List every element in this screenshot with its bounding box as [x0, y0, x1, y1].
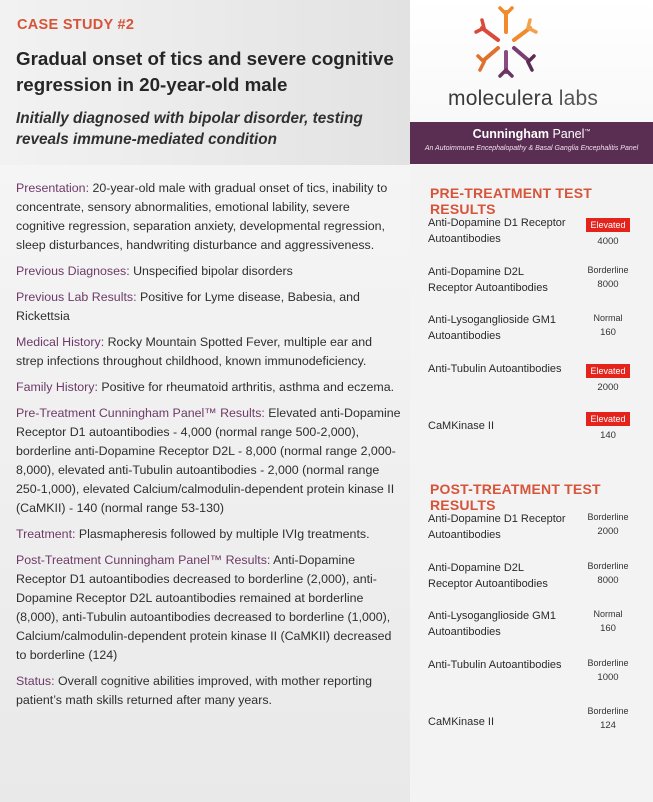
logo-panel	[410, 0, 653, 165]
section-label: Status:	[16, 674, 55, 688]
section-text: Elevated anti-Dopamine Receptor D1 autoantibodies - 4,000 (normal range 500-2,000), borderline anti-Dopamine Receptor D2L - 8,000 (normal range 2,000-8,000), elevated anti-Tubulin autoantibodies - 2,000 (normal range 250-1,000), elevated Calcium/calmodulin-dependent protein kinase II (CaMKII) - 140 (normal range 53-130)	[16, 406, 401, 515]
elevated-badge: Elevated	[586, 412, 629, 426]
elevated-badge: Elevated	[586, 218, 629, 232]
result-row	[428, 409, 643, 449]
status-label: Borderline	[587, 264, 629, 275]
case-section	[16, 525, 402, 544]
section-text: Unspecified bipolar disorders	[129, 264, 293, 278]
test-name: Anti-Lysoganglioside GM1 Autoantibodies	[428, 610, 556, 638]
section-label: Treatment:	[16, 527, 76, 541]
section-label: Previous Diagnoses:	[16, 264, 130, 278]
panel-subtitle: An Autoimmune Encephalopathy & Basal Ganglia Encephalitis Panel	[424, 145, 639, 152]
result-row	[428, 511, 643, 551]
status-label: Borderline	[587, 657, 629, 668]
test-value: 4000	[597, 236, 619, 247]
status-label: Borderline	[587, 512, 629, 522]
section-label: Family History:	[16, 380, 98, 394]
section-label: Post-Treatment Cunningham Panel™ Results:	[16, 553, 271, 567]
test-value: 1000	[597, 671, 619, 683]
moleculera-logo-icon	[470, 4, 542, 82]
test-value: 8000	[597, 278, 619, 290]
test-name: Anti-Tubulin Autoantibodies	[428, 362, 562, 375]
result-row	[428, 215, 643, 255]
test-name: Anti-Dopamine D1 Receptor Autoantibodies	[428, 513, 566, 541]
case-section	[16, 551, 402, 665]
result-row	[428, 560, 643, 600]
test-value: 2000	[597, 381, 619, 393]
section-label: Medical History:	[16, 335, 105, 349]
case-section	[16, 404, 402, 518]
test-name: Anti-Lysoganglioside GM1 Autoantibodies	[428, 314, 556, 342]
panel-name-bold: Cunningham	[472, 127, 549, 141]
header	[0, 0, 653, 165]
section-text: Plasmapheresis followed by multiple IVIg treatments.	[75, 527, 370, 541]
section-text: Anti-Dopamine Receptor D1 autoantibodies decreased to borderline (2,000), anti-Dopamine Receptor D2L autoantibodies remained at borderline (8,000), anti-Tubulin autoantibodies decreased to borderline (1,000), Calcium/calmodulin-dependent protein kinase II (CaMKII) decreased to borderline (124)	[16, 553, 392, 662]
test-name: CaMKinase II	[428, 420, 495, 432]
panel-name-rest: Panel	[548, 127, 585, 141]
test-name: Anti-Tubulin Autoantibodies	[428, 658, 562, 671]
section-label: Presentation:	[16, 181, 90, 195]
case-section	[16, 378, 402, 397]
panel-banner: Cunningham Panel™ An Autoimmune Encephalopathy & Basal Ganglia Encephalitis Panel	[410, 122, 653, 164]
test-value: 8000	[597, 574, 619, 586]
section-text: Positive for rheumatoid arthritis, asthma and eczema.	[97, 380, 395, 394]
section-text: Positive for Lyme disease, Babesia, and Rickettsia	[16, 290, 360, 323]
page-title: Gradual onset of tics and severe cognitive regression in 20-year-old male	[16, 48, 394, 95]
test-value: 140	[600, 430, 616, 441]
result-row	[428, 657, 643, 697]
section-text: Overall cognitive abilities improved, with mother reporting patient’s math skills returned after many years.	[16, 674, 373, 707]
brand-name: moleculera labs	[448, 87, 599, 110]
section-text: Rocky Mountain Spotted Fever, multiple ear and strep infections throughout childhood, known immunodeficiency.	[16, 335, 373, 368]
case-label: CASE STUDY #2	[17, 17, 135, 33]
section-text: 20-year-old male with gradual onset of tics, inability to concentrate, sensory abnormalities, emotional lability, severe cognitive regression, separation anxiety, developmental regression, sleep disturbances, handwriting disturbance and aggressiveness.	[16, 181, 388, 252]
test-value: 124	[600, 720, 616, 731]
section-label: Pre-Treatment Cunningham Panel™ Results:	[16, 406, 265, 420]
post-treatment-title: POST-TREATMENT TEST RESULTS	[430, 481, 601, 513]
test-value: 160	[600, 327, 616, 338]
test-name: Anti-Dopamine D2L Receptor Autoantibodies	[428, 561, 548, 590]
case-details	[0, 165, 410, 802]
result-row	[428, 361, 643, 401]
elevated-badge: Elevated	[586, 364, 629, 378]
test-name: Anti-Dopamine D2L Receptor Autoantibodies	[428, 265, 548, 294]
status-label: Borderline	[587, 560, 629, 571]
test-name: Anti-Dopamine D1 Receptor Autoantibodies	[428, 217, 566, 245]
result-row	[428, 312, 643, 352]
pre-treatment-title: PRE-TREATMENT TEST RESULTS	[430, 185, 593, 217]
result-row	[428, 608, 643, 648]
result-row	[428, 264, 643, 304]
case-section	[16, 333, 402, 371]
page-subtitle: Initially diagnosed with bipolar disorder, testing reveals immune-mediated condition	[16, 110, 363, 148]
status-label: Borderline	[587, 706, 629, 716]
status-label: Normal	[593, 609, 623, 619]
case-section	[16, 672, 402, 710]
case-section	[16, 262, 402, 281]
case-section	[16, 179, 402, 255]
result-row	[428, 705, 643, 745]
status-label: Normal	[593, 313, 623, 323]
test-value: 160	[600, 623, 616, 634]
case-section	[16, 288, 402, 326]
test-value: 2000	[597, 526, 619, 537]
section-label: Previous Lab Results:	[16, 290, 137, 304]
test-name: CaMKinase II	[428, 716, 495, 728]
results-column	[410, 165, 653, 802]
